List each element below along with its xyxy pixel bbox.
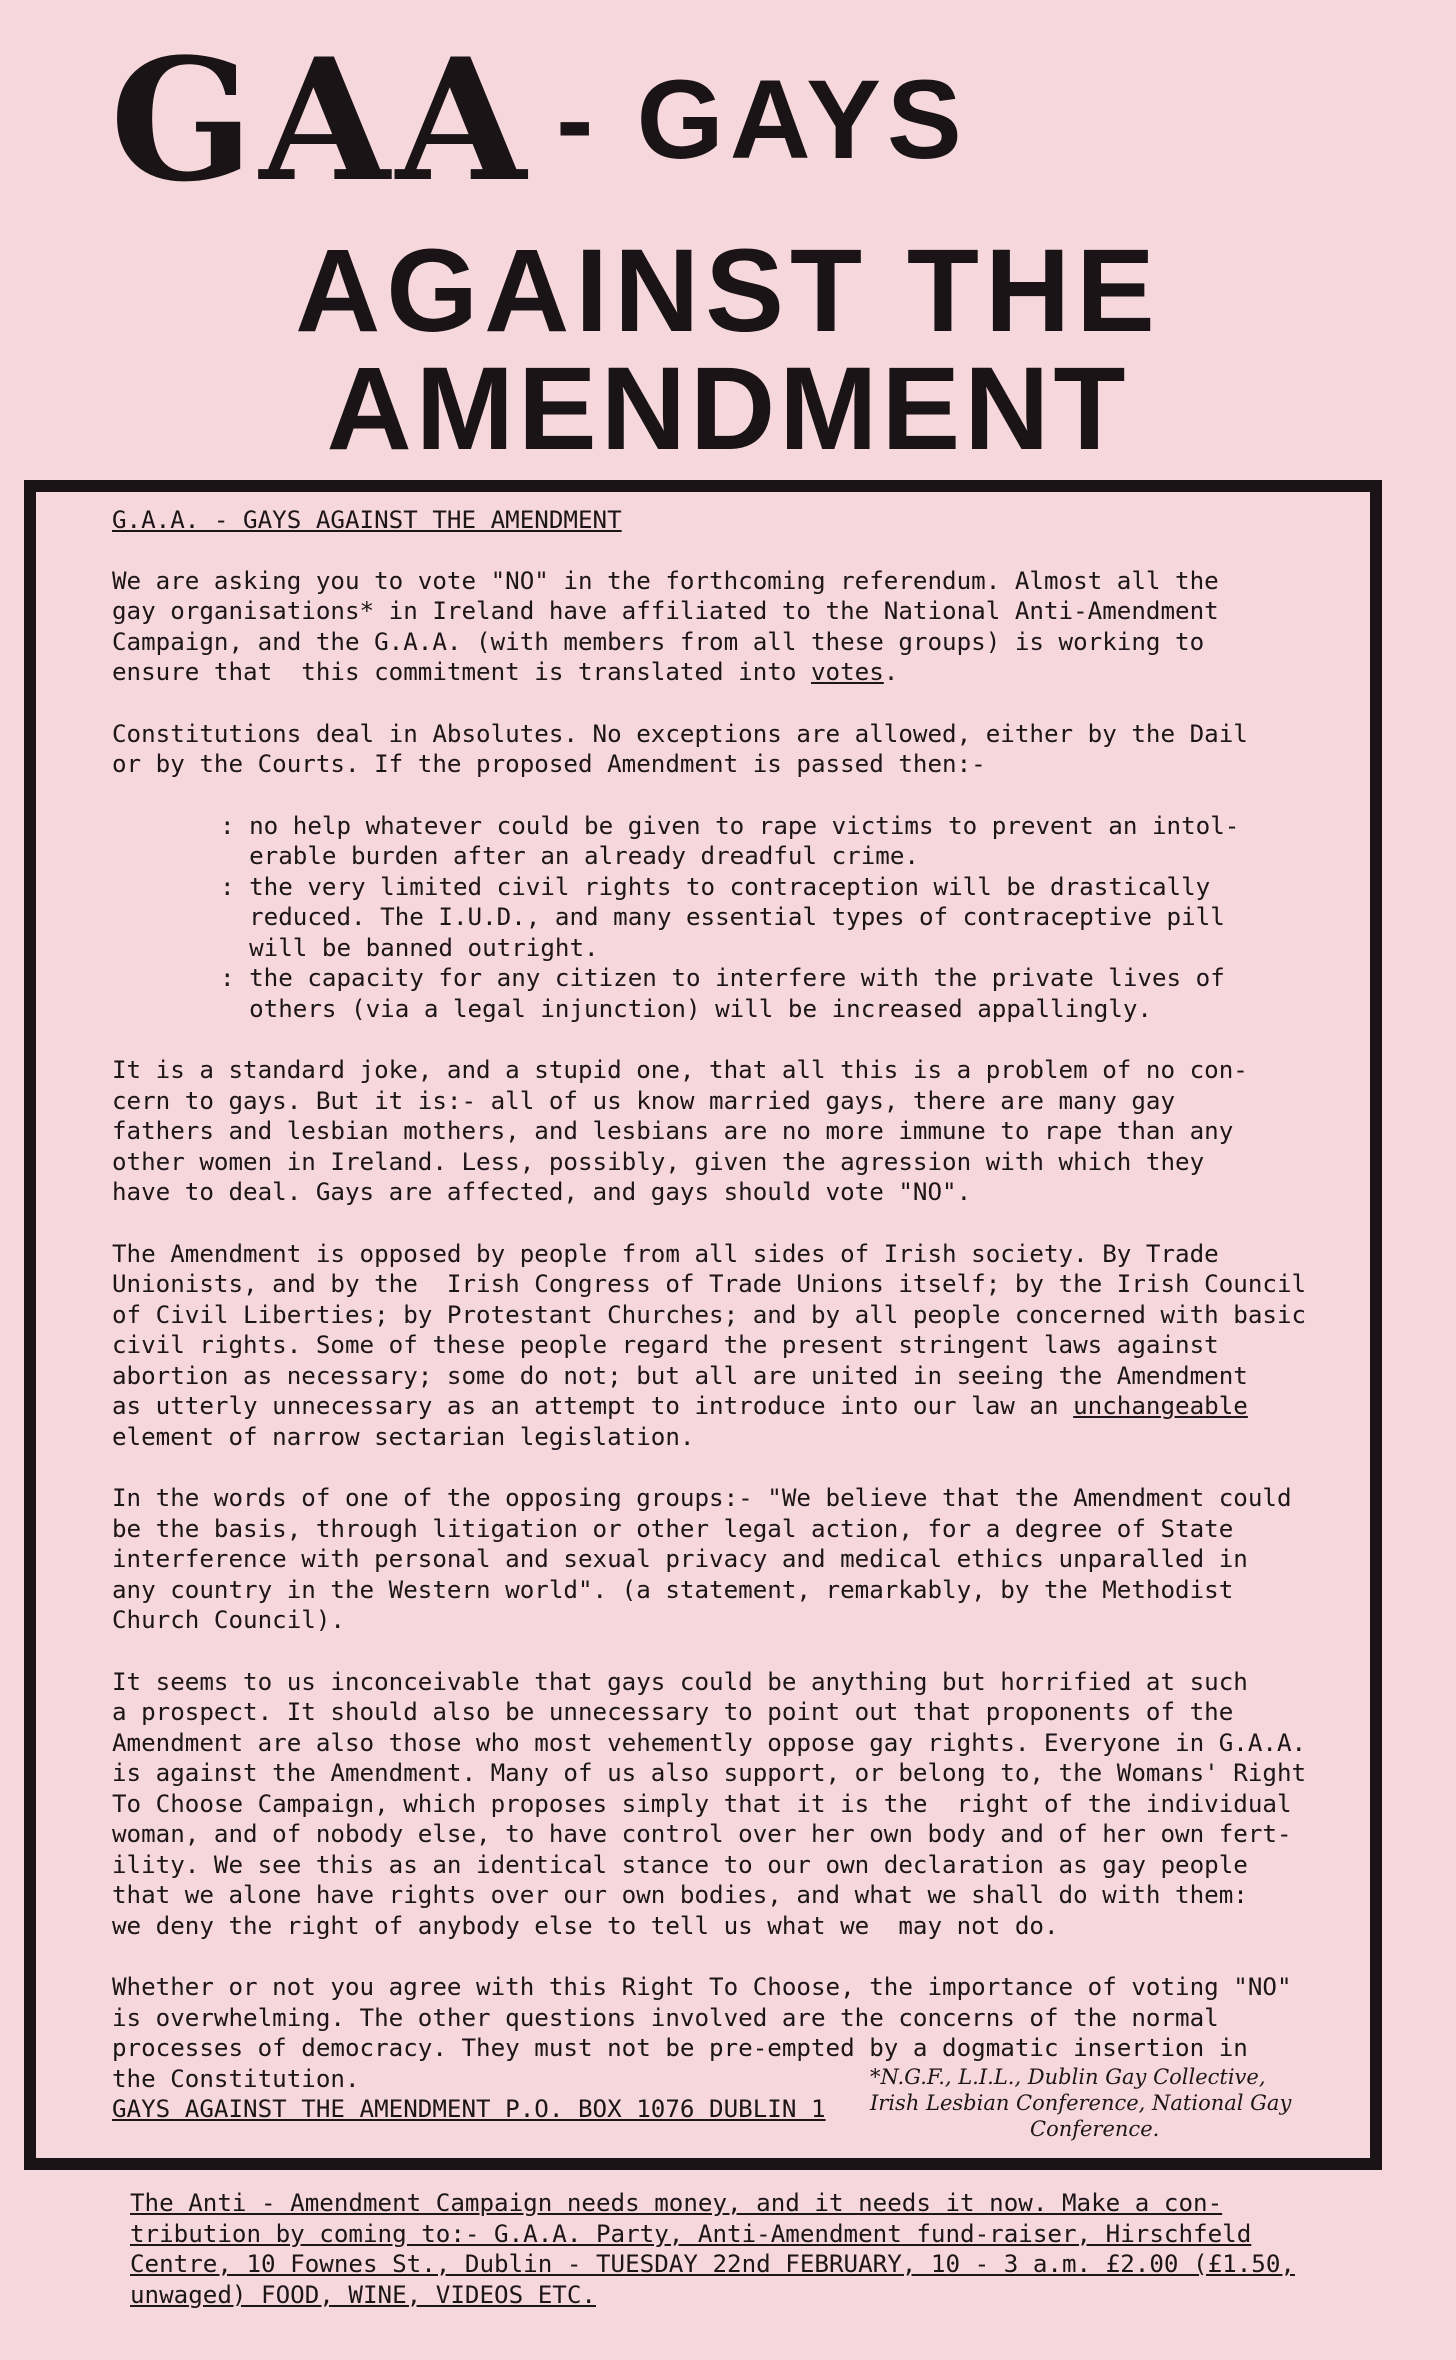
paragraph-1-end: . (883, 658, 899, 686)
footer-line: unwaged) FOOD, WINE, VIDEOS ETC. (130, 2280, 596, 2309)
votes-word: votes (810, 658, 884, 686)
paragraph-3: It is a standard joke, and a stupid one, that all this is a problem of no con- cern to gays. But it is:- all of us know married gays, there are many gay fathers and lesbian mothers, and lesbians are no more immune to rape than any other women in Ireland. Less, possibly, given the agression with which they have to deal. Gays are affected, and gays should vote "NO". (112, 1056, 1248, 1206)
unchangeable-word: unchangeable (1073, 1392, 1248, 1420)
paragraph-7: Whether or not you agree with this Right To Choose, the importance of voting "NO" is overwhelming. The other questions involved are the concerns of the normal processes of democracy. They must not be pre-empted by a dogmatic insertion in the Constitution. (112, 1973, 1292, 2093)
paragraph-2: Constitutions deal in Absolutes. No exceptions are allowed, either by the Dail or by the Courts. If the proposed Amendment is passed then:- (112, 719, 1248, 778)
letter-body (112, 505, 1362, 2156)
paragraph-4 (112, 1239, 1362, 1453)
postal-address: GAYS AGAINST THE AMENDMENT P.O. BOX 1076 DUBLIN 1 (112, 2095, 826, 2123)
headline-row-1 (110, 21, 1350, 219)
list-item (220, 872, 1362, 964)
footnote-line-2: Irish Lesbian Conference, National Gay (870, 2091, 1292, 2115)
list-item-text: : no help whatever could be given to rape victims to prevent an intol- erable burden after an already dreadful crime. (220, 811, 1240, 870)
footnote-line-1: *N.G.F., L.I.L., Dublin Gay Collective, (870, 2065, 1266, 2089)
paragraph-6: It seems to us inconceivable that gays could be anything but horrified at such a prospect. It should also be unnecessary to point out that proponents of the Amendment are also those who most vehemently oppose gay rights. Everyone in G.A.A. is against the Amendment. Many of us also support, or belong to, the Womans' Right To Choose Campaign, which proposes simply that it is the right of the individual woman, and of nobody else, to have control over her own body and of her own fert- ility. We see this as an identical stance to our own declaration as gay people that we alone have rights over our own bodies, and what we shall do with them: we deny the right of anybody else to tell us what we may not do. (112, 1667, 1307, 1940)
paragraph-5: In the words of one of the opposing groups:- "We believe that the Amendment could be the basis, through litigation or other legal action, for a degree of State interference with personal and sexual privacy and medical ethics unparalled in any country in the Western world". (a statement, remarkably, by the Methodist Church Council). (112, 1484, 1292, 1634)
handwritten-footnote (870, 2064, 1370, 2142)
list-item (220, 811, 1362, 872)
headline-gays: - GAYS (556, 57, 968, 182)
headline-gaa: GAA (110, 21, 533, 219)
paragraph-1-text: We are asking you to vote "NO" in the forthcoming referendum. Almost all the gay organisations* in Ireland have affiliated to the National Anti-Amendment Campaign, and the G.A.A. (with members from all these groups) is working to ensure that this commitment is translated into (112, 566, 1219, 686)
list-item-text: : the capacity for any citizen to interfere with the private lives of others (via a legal injunction) will be increased appallingly. (220, 964, 1225, 1023)
list-item (220, 963, 1362, 1024)
headline-amendment: AMENDMENT (326, 343, 1130, 475)
headline-against-the: AGAINST THE (295, 225, 1161, 357)
consequences-list (112, 811, 1362, 1025)
list-item-text: : the very limited civil rights to contraception will be drastically reduced. The I.U.D., and many essential types of contraceptive pill will be banned outright. (220, 872, 1225, 962)
fundraiser-notice (130, 2188, 1370, 2310)
footnote-line-3: Conference. (1030, 2117, 1160, 2141)
paragraph-4-text: The Amendment is opposed by people from all sides of Irish society. By Trade Unionists, and by the Irish Congress of Trade Unions itself; by the Irish Council of Civil Liberties; by Protestant Churches; and by all people concerned with basic civil rights. Some of these people regard the present stringent laws against abortion as necessary; some do not; but all are united in seeing the Amendment as utterly unnecessary as an attempt to introduce into our law an (112, 1239, 1307, 1420)
footer-line: tribution by coming to:- G.A.A. Party, Anti-Amendment fund-raiser, Hirschfeld (130, 2219, 1252, 2248)
body-title: G.A.A. - GAYS AGAINST THE AMENDMENT (112, 506, 622, 534)
paragraph-1 (112, 566, 1362, 688)
footer-line: Centre, 10 Fownes St., Dublin - TUESDAY 22nd FEBRUARY, 10 - 3 a.m. £2.00 (£1.50, (130, 2250, 1295, 2278)
footer-line: The Anti - Amendment Campaign needs money, and it needs it now. Make a con- (130, 2189, 1223, 2217)
paragraph-4-end: element of narrow sectarian legislation. (112, 1422, 695, 1451)
